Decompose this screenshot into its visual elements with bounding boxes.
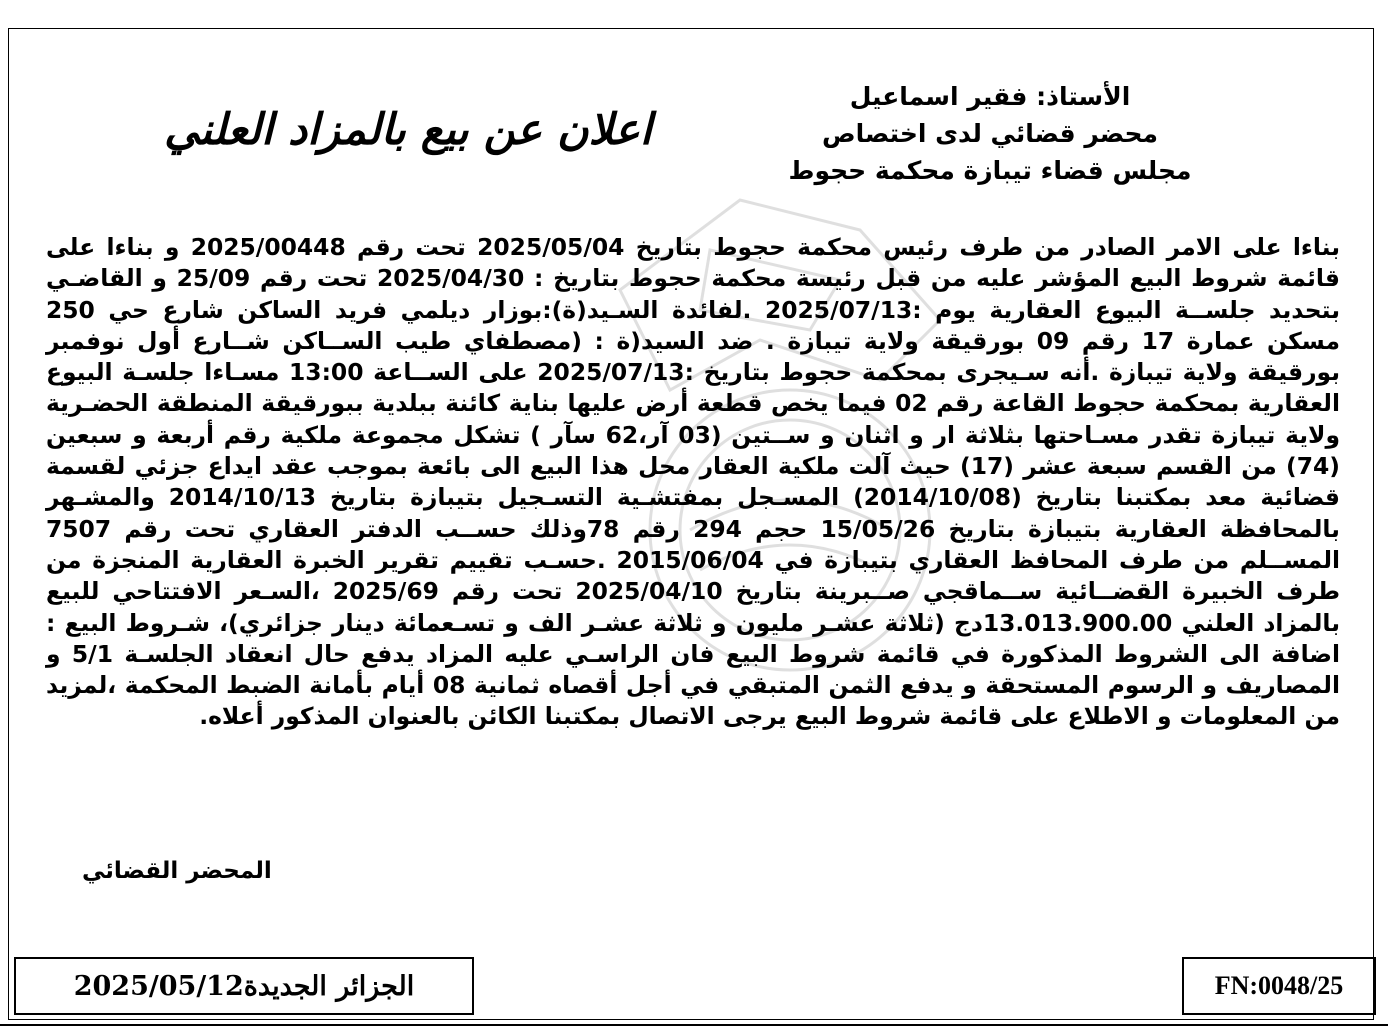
body-line: بناية كائنة ببلدية ببورقيقة المنطقة الحضـرية ولاية تيبازة تقدر مسـاحتها بثلاثة ار و اثنان و ســتين (03 [46,389,1340,449]
announcement-body [46,232,1340,733]
bailiff-jurisdiction: مجلس قضاء تيبازة محكمة حجوط [788,156,1192,185]
body-text [46,232,1340,733]
body-line: ،لمزيد من المعلومات و الاطلاع على قائمة شروط البيع يرجى الاتصال بمكتبنا الكائن بالعنوان المذكور أعلاه. [46,671,1340,731]
file-number-box [1182,957,1376,1015]
bailiff-header [710,78,1270,189]
publication-label: الجزائر الجديدة2025/05/12 [73,970,415,1002]
announcement-title: اعلان عن بيع بالمزاد العلني [164,105,652,155]
body-line: اضافة الى الشروط المذكورة في قائمة شروط البيع فان الراسـي عليه المزاد يدفع حال انعقاد الجلسـة 5/1 و [46,639,1341,668]
bailiff-name: الأستاذ: فقير اسماعيل [849,82,1131,111]
body-line: الســاكن شــارع أول نوفمبر بورقيقة ولاية تيبازة .أنه سـيجرى بمحكمة حجوط بتاريخ :2025/07/13 على [46,326,1340,387]
body-line: العقار محل هذا البيع الى بائعة بموجب عقد ايداع جزئي لقسمة قضائية معد بمكتبنا بتاريخ (2014/10/08) [46,452,1340,512]
body-line: ســماقجي صــبرينة بتاريخ 2025/04/10 تحت رقم 2025/69 ،السـعر الافتتاحي للبيع بالمزاد العلني [46,577,1340,637]
body-line: 25/09 و القاضـي بتحديد جلســة البيوع العقارية يوم :2025/07/13 .لفائدة السـيد(ة):بوزار ديلمي فريد [46,264,1340,324]
body-line: 15/05/26 حجم 294 رقم 78وذلك حســب الدفتر العقاري تحت رقم 7507 المســلم من طرف المحافظ [46,514,1340,574]
publication-box [14,957,474,1015]
body-line: الساكن شارع حي 250 مسكن عمارة 17 رقم 09 بورقيقة ولاية تيبازة . ضد السيد(ة : (مصطفاي طيب [46,295,1340,355]
body-line: بناءا على الامر الصادر من طرف رئيس محكمة حجوط بتاريخ 2025/05/04 تحت رقم 2025/00448 و [164,233,1340,261]
body-line: 13.013.900.00دج (ثلاثة عشـر مليون و ثلاثة عشـر الف و تسـعمائة دينار جزائري)، شـروط البيع : [46,608,1173,637]
body-line: آر،62 سآر ) تشكل مجموعة ملكية رقم أربعة و سبعين (74) من القسم سبعة عشر (17) حيث آلت ملكية [46,420,1340,481]
bottom-rule [0,1024,1388,1026]
body-line: بناءا على قائمة شروط البيع المؤشر عليه من قبل رئيسة محكمة حجوط بتاريخ : 2025/04/30 تحت رقم [46,233,1340,293]
file-number: FN:0048/25 [1214,971,1344,1000]
signature: المحضر القضائي [82,858,272,884]
body-line: المسـجل بمفتشـية التسـجيل بتيبازة بتاريخ 2014/10/13 والمشـهر بالمحافظة العقارية بتيبازة بتاريخ [46,483,1340,543]
body-line: المصاريف و الرسوم المستحقة و يدفع الثمن المتبقي في أجل أقصاه ثمانية 08 أيام بأمانة الضبط المحكمة [124,671,1340,700]
body-line: العقاري بتيبازة في 2015/06/04 .حسـب تقييم تقرير الخبرة العقارية المنجزة من طرف الخبيرة القضــائية [46,545,1340,606]
bailiff-title: محضر قضائي لدى اختصاص [821,119,1159,148]
body-line: الســاعة 13:00 مسـاءا جلسـة البيوع العقارية بمحكمة حجوط القاعة رقم 02 فيما يخص قطعة أرض عليها [46,358,1340,418]
